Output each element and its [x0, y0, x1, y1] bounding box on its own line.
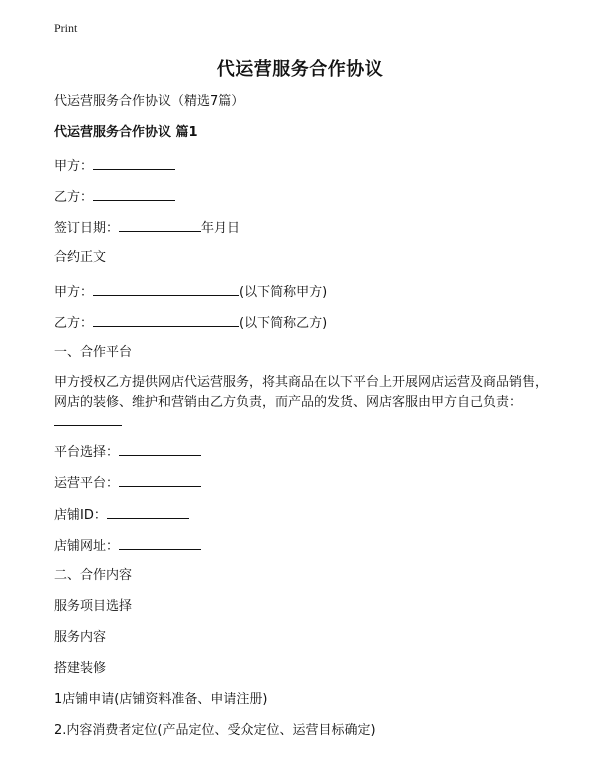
- operation-platform-row: [54, 474, 201, 492]
- section1-paragraph-blank: [54, 413, 122, 426]
- party-a-blank: [93, 157, 175, 170]
- sign-date-blank: [119, 219, 201, 232]
- build-decorate-label: 搭建装修: [54, 661, 107, 676]
- list-item-1: 1店铺申请(店铺资料准备、申请注册): [54, 692, 268, 707]
- party-b-full-suffix: (以下简称乙方): [239, 316, 328, 331]
- party-a-full-label: 甲方：: [54, 285, 94, 300]
- shop-url-label: 店铺网址：: [54, 539, 120, 554]
- document-title: 代运营服务合作协议: [216, 59, 384, 80]
- service-items-label: 服务项目选择: [54, 599, 133, 614]
- party-b-full-row: [54, 314, 327, 332]
- shop-id-label: 店铺ID：: [54, 508, 107, 523]
- list-item-2: 2.内容消费者定位(产品定位、受众定位、运营目标确定): [54, 723, 376, 738]
- party-b-full-label: 乙方：: [54, 316, 94, 331]
- party-a-full-blank: [93, 283, 239, 296]
- party-a-label: 甲方：: [54, 159, 94, 174]
- shop-url-blank: [119, 537, 201, 550]
- platform-select-label: 平台选择：: [54, 445, 120, 460]
- contract-body-label: 合约正文: [54, 250, 107, 265]
- operation-platform-label: 运营平台：: [54, 476, 120, 491]
- party-a-full-row: [54, 283, 327, 301]
- operation-platform-blank: [119, 474, 201, 487]
- service-content-label: 服务内容: [54, 630, 107, 645]
- party-b-blank: [93, 188, 175, 201]
- section1-paragraph: [54, 373, 554, 433]
- document-subtitle: 代运营服务合作协议（精选7篇）: [54, 94, 245, 109]
- platform-select-row: [54, 443, 201, 461]
- sign-date-suffix: 年月日: [201, 221, 241, 236]
- sign-date-label: 签订日期：: [54, 221, 120, 236]
- print-link[interactable]: Print: [54, 21, 78, 35]
- sign-date-row: [54, 219, 240, 237]
- party-b-full-blank: [93, 314, 239, 327]
- shop-id-row: [54, 506, 189, 524]
- party-a-row: [54, 157, 175, 175]
- party-b-label: 乙方：: [54, 190, 94, 205]
- section-heading: 代运营服务合作协议 篇1: [54, 125, 198, 140]
- section2-title: 二、合作内容: [54, 568, 133, 583]
- party-a-full-suffix: (以下简称甲方): [239, 285, 328, 300]
- party-b-row: [54, 188, 175, 206]
- shop-id-blank: [107, 506, 189, 519]
- platform-select-blank: [119, 443, 201, 456]
- shop-url-row: [54, 537, 201, 555]
- section1-paragraph-text: 甲方授权乙方提供网店代运营服务，将其商品在以下平台上开展网店运营及商品销售，网店的装修、维护和营销由乙方负责，而产品的发货、网店客服由甲方自己负责：: [54, 375, 549, 410]
- section1-title: 一、合作平台: [54, 345, 133, 360]
